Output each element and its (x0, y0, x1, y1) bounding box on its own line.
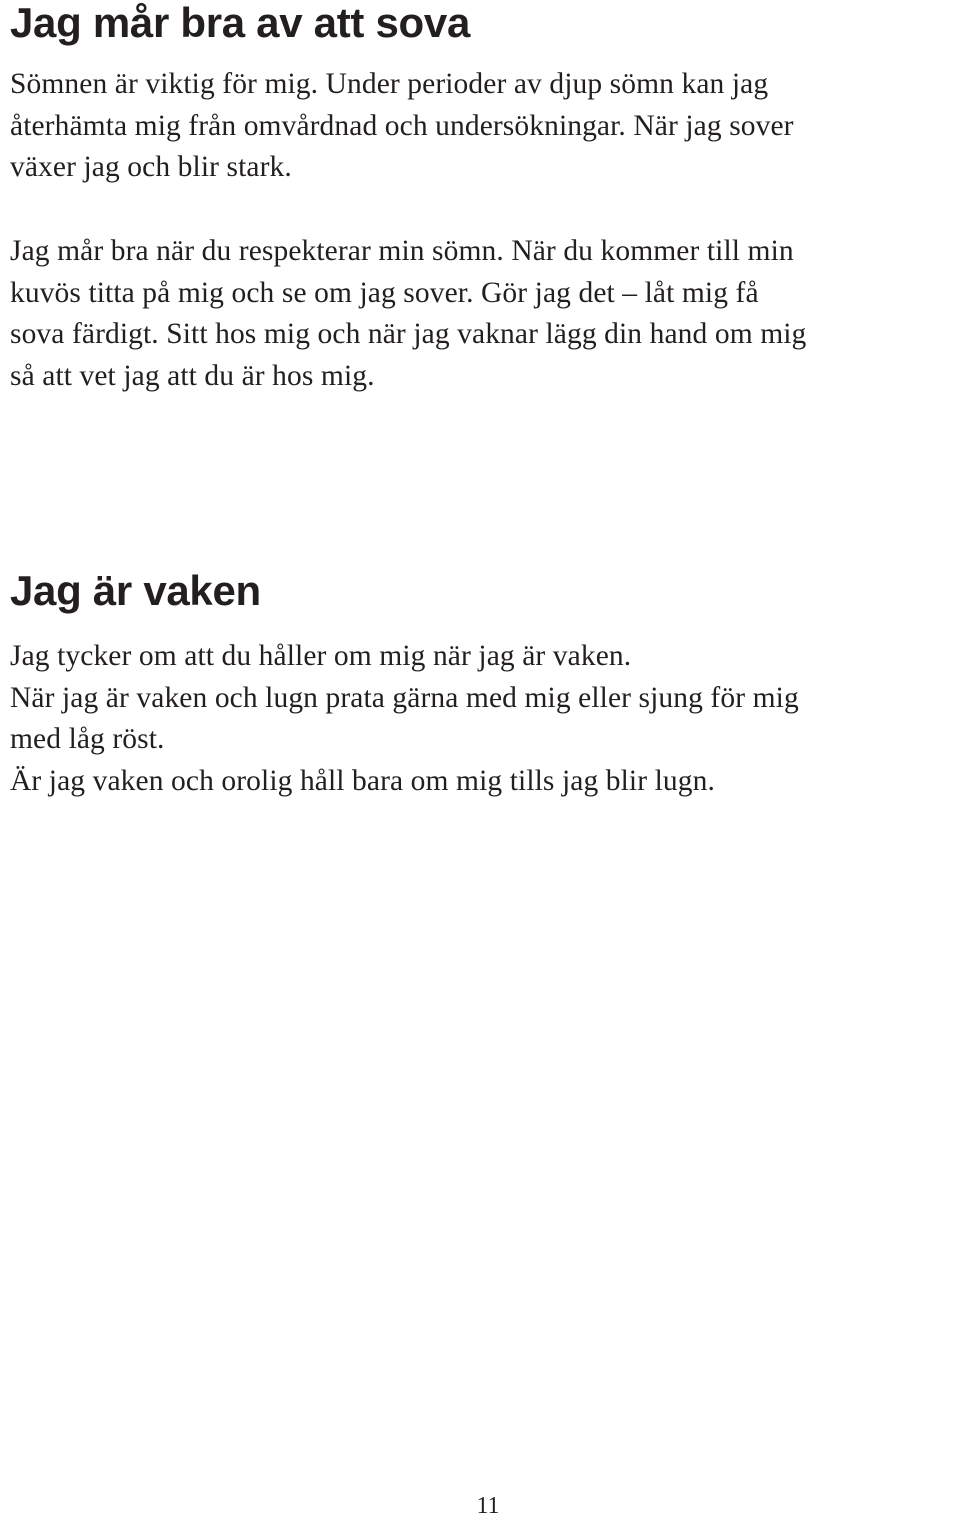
text-line: kuvös titta på mig och se om jag sover. Gör jag det – låt mig få (10, 276, 759, 309)
text-line: Sömnen är viktig för mig. Under perioder av djup sömn kan jag (10, 68, 769, 100)
section-heading-awake: Jag är vaken (10, 567, 261, 614)
text-line: så att vet jag att du är hos mig. (10, 359, 375, 392)
text-line: När jag är vaken och lugn prata gärna med mig eller sjung för mig (10, 681, 799, 714)
paragraph-sleep-importance (10, 64, 960, 189)
text-line: med låg röst. (10, 723, 165, 755)
text-line: återhämta mig från omvårdnad och undersökningar. När jag sover (10, 109, 794, 142)
paragraph-awake (10, 636, 960, 802)
text-line: Jag tycker om att du håller om mig när jag är vaken. (10, 640, 632, 672)
text-line: Jag mår bra när du respekterar min sömn. När du kommer till min (10, 235, 794, 267)
section-heading-sleep: Jag mår bra av att sova (10, 0, 471, 46)
text-line: sova färdigt. Sitt hos mig och när jag vaknar lägg din hand om mig (10, 318, 807, 350)
text-line: växer jag och blir stark. (10, 151, 292, 183)
page-number: 11 (476, 1493, 500, 1519)
text-line: Är jag vaken och orolig håll bara om mig tills jag blir lugn. (10, 764, 715, 797)
paragraph-respect-sleep (10, 231, 960, 397)
